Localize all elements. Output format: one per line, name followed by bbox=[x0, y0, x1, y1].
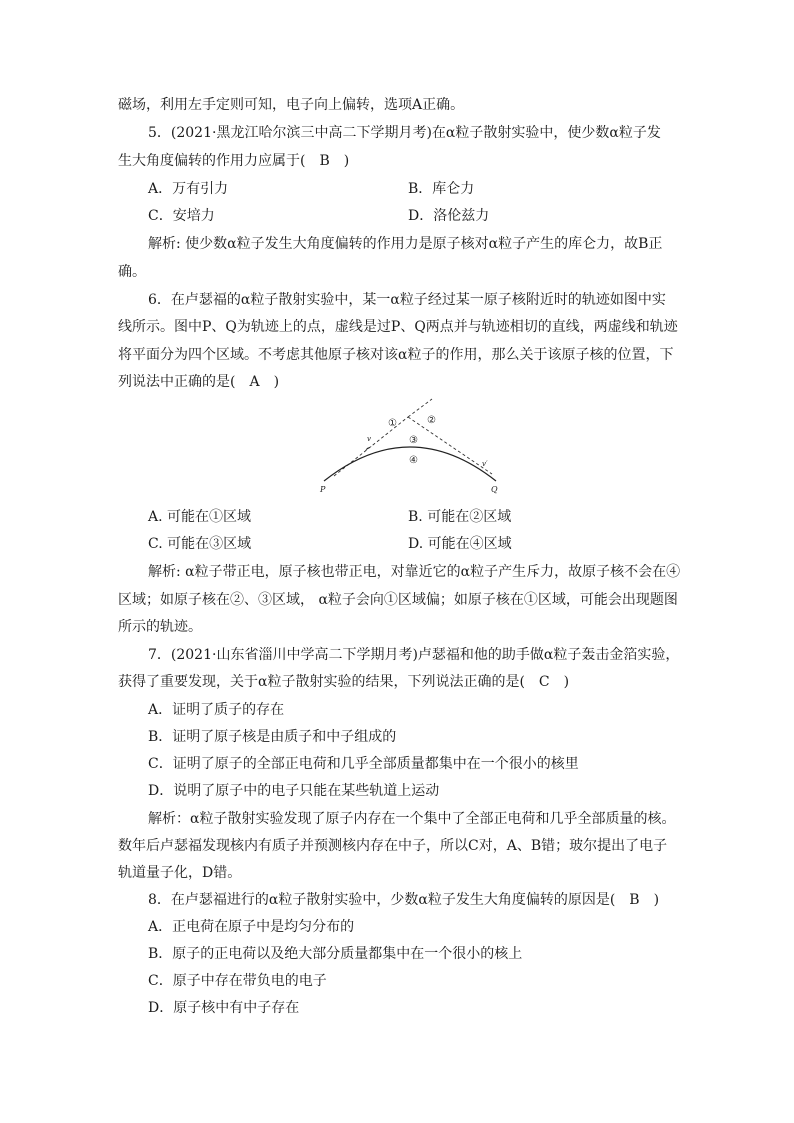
question-7-stem: 7．(2021·山东省淄川中学高二下学期月考)卢瑟福和他的助手做α粒子轰击金箔实验， bbox=[148, 647, 680, 663]
region-2-label: ② bbox=[427, 415, 436, 426]
region-1-label: ① bbox=[388, 418, 397, 429]
q7-analysis-cont: 数年后卢瑟福发现核内有质子并预测核内存在中子，所以C对，A、B错；玻尔提出了电子 bbox=[118, 838, 668, 854]
q6-analysis-cont: 所示的轨迹。 bbox=[118, 619, 202, 635]
q6-option-d: D. 可能在④区域 bbox=[408, 536, 512, 552]
q7-option-c: C．证明了原子的全部正电荷和几乎全部质量都集中在一个很小的核里 bbox=[148, 756, 579, 772]
q5-analysis-cont: 确。 bbox=[118, 264, 146, 280]
label-v: v bbox=[367, 435, 371, 443]
velocity-arrow bbox=[365, 446, 372, 451]
q6-analysis-cont: 区域；如原子核在②、③区域， α粒子会向①区域偏；如原子核在①区域，可能会出现题图 bbox=[118, 592, 678, 608]
q7-option-b: B．证明了原子核是由质子和中子组成的 bbox=[148, 729, 397, 745]
tangent-line-q bbox=[408, 417, 492, 474]
label-q: Q bbox=[491, 485, 498, 494]
q7-option-d: D．说明了原子中的电子只能在某些轨道上运动 bbox=[148, 783, 440, 799]
q6-option-c: C. 可能在③区域 bbox=[148, 536, 252, 552]
q8-option-b: B．原子的正电荷以及绝大部分质量都集中在一个很小的核上 bbox=[148, 946, 523, 962]
q5-option-a: A．万有引力 bbox=[148, 181, 229, 197]
q5-analysis: 解析: 使少数α粒子发生大角度偏转的作用力是原子核对α粒子产生的库仑力，故B正 bbox=[148, 236, 663, 252]
q7-analysis: 解析：α粒子散射实验发现了原子内存在一个集中了全部正电荷和几乎全部质量的核。 bbox=[148, 811, 676, 827]
text-line: 磁场，利用左手定则可知，电子向上偏转，选项A正确。 bbox=[118, 97, 465, 113]
q5-option-c: C．安培力 bbox=[148, 208, 215, 224]
q6-option-a: A. 可能在①区域 bbox=[148, 509, 252, 525]
q5-option-b: B．库仑力 bbox=[408, 181, 475, 197]
q8-option-a: A．正电荷在原子中是均匀分布的 bbox=[148, 919, 355, 935]
trajectory-figure bbox=[310, 395, 510, 495]
region-3-label: ③ bbox=[409, 435, 418, 446]
q5-option-d: D．洛伦兹力 bbox=[408, 208, 490, 224]
label-v-prime: v′ bbox=[482, 460, 488, 468]
q7-analysis-cont: 轨道量子化，D错。 bbox=[118, 865, 242, 881]
q6-option-b: B. 可能在②区域 bbox=[408, 509, 512, 525]
question-5-stem: 5．(2021·黑龙江哈尔滨三中高二下学期月考)在α粒子散射实验中，使少数α粒子发 bbox=[148, 125, 661, 141]
question-7-stem-cont: 获得了重要发现，关于α粒子散射实验的结果，下列说法正确的是( C ) bbox=[118, 674, 570, 690]
question-6-stem-cont: 列说法中正确的是( A ) bbox=[118, 374, 280, 390]
q6-analysis: 解析: α粒子带正电，原子核也带正电，对靠近它的α粒子产生斥力，故原子核不会在④ bbox=[148, 564, 681, 580]
question-5-stem-cont: 生大角度偏转的作用力应属于( B ) bbox=[118, 153, 350, 169]
q8-option-d: D．原子核中有中子存在 bbox=[148, 1000, 300, 1016]
question-6-stem-cont: 将平面分为四个区域。不考虑其他原子核对该α粒子的作用，那么关于该原子核的位置，下 bbox=[118, 347, 674, 363]
q8-option-c: C．原子中存在带负电的电子 bbox=[148, 973, 327, 989]
question-6-stem: 6．在卢瑟福的α粒子散射实验中，某一α粒子经过某一原子核附近时的轨迹如图中实 bbox=[148, 292, 666, 308]
q7-option-a: A．证明了质子的存在 bbox=[148, 702, 285, 718]
question-8-stem: 8．在卢瑟福进行的α粒子散射实验中，少数α粒子发生大角度偏转的原因是( B ) bbox=[148, 892, 660, 908]
question-6-stem-cont: 线所示。图中P、Q为轨迹上的点，虚线是过P、Q两点并与轨迹相切的直线，两虚线和轨迹 bbox=[118, 319, 678, 335]
region-4-label: ④ bbox=[409, 455, 418, 466]
label-p: P bbox=[320, 485, 326, 494]
